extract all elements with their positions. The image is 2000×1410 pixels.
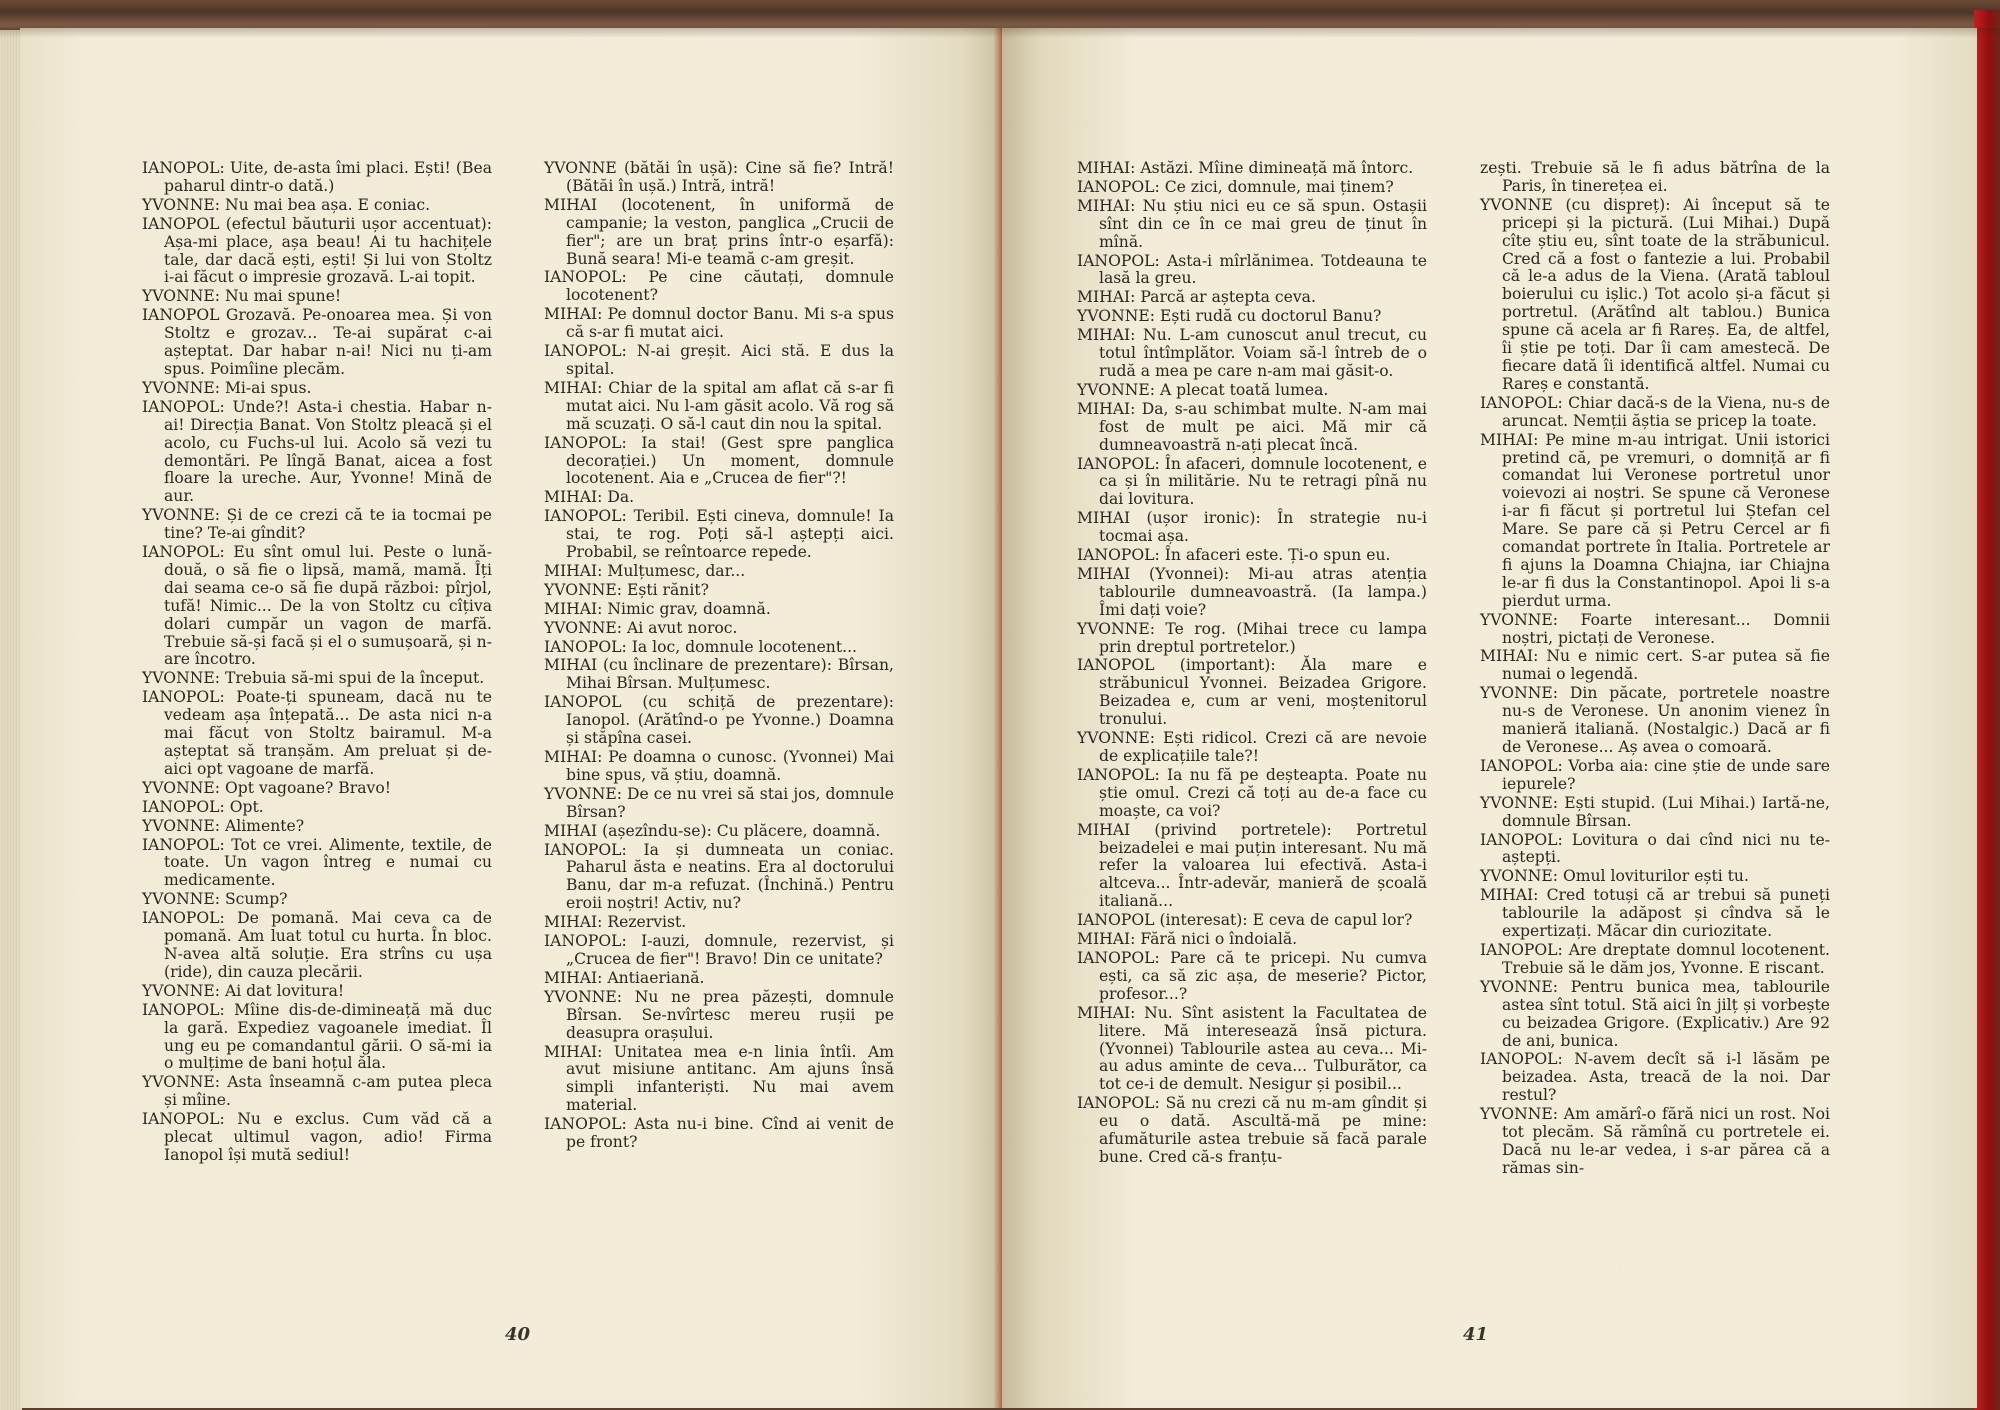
left-page-column-1: [142, 160, 492, 1166]
dialogue-line: IANOPOL (interesat): E ceva de capul lor?: [1077, 911, 1413, 930]
dialogue-line: IANOPOL: Eu sînt omul lui. Peste o lună-două, o să fie o lipsă, mamă, mamă. Îți dai seama ce-o să fie după război: pîrjol, tufă! Nimic... De la von Stoltz cu cîțiva dolari cumpăr un vagon de marfă. Trebuie să-și facă și el o sumușoară, și n-are încotro.: [142, 543, 492, 669]
dialogue-line: IANOPOL: Ia nu fă pe deșteapta. Poate nu știe omul. Crezi că toți au de-a face cu moaște, ca voi?: [1077, 765, 1427, 820]
dialogue-line: MIHAI: Nu știu nici eu ce să spun. Ostașii sînt din ce în ce mai greu de ținut în mînă.: [1077, 196, 1427, 251]
dialogue-line: MIHAI: Antiaeriană.: [544, 968, 705, 987]
dialogue-line: IANOPOL: Opt.: [142, 797, 264, 816]
dialogue-line: IANOPOL: Teribil. Ești cineva, domnule! Ia stai, te rog. Poți să-l aștepți aici. Probabil, se reîntoarce repede.: [544, 507, 894, 562]
dialogue-line: YVONNE: Nu ne prea păzești, domnule Bîrsan. Se-nvîrtesc mereu rușii pe deasupra orașului.: [544, 987, 894, 1042]
dialogue-line: MIHAI: Parcă ar aștepta ceva.: [1077, 288, 1316, 307]
dialogue-line: MIHAI: Mulțumesc, dar...: [544, 561, 746, 580]
dialogue-line: MIHAI: Nu. L-am cunoscut anul trecut, cu totul întîmplător. Voiam să-l întreb de o rudă a mea pe care n-am mai găsit-o.: [1077, 326, 1427, 380]
dialogue-line: MIHAI (așezîndu-se): Cu plăcere, doamnă.: [544, 821, 881, 840]
dialogue-line: IANOPOL (cu schiță de prezentare): Ianopol. (Arătînd-o pe Yvonne.) Doamna și stăpîna casei.: [544, 693, 894, 748]
right-page-column-2: [1480, 160, 1830, 1179]
book-cover-edge: [1974, 10, 2000, 1410]
right-page: [1002, 28, 1977, 1408]
dialogue-line: YVONNE: Alimente?: [142, 816, 305, 835]
page-edges: [0, 30, 22, 1410]
dialogue-line: YVONNE: Ai dat lovitura!: [142, 981, 345, 1000]
dialogue-line: MIHAI (locotenent, în uniformă de campanie; la veston, panglica „Crucii de fier"; are un braț prins într-o eșarfă): Bună seara! Mi-e teamă c-am greșit.: [544, 195, 894, 268]
dialogue-line: IANOPOL: Vorba aia: cine știe de unde sare iepurele?: [1480, 756, 1830, 793]
dialogue-line: IANOPOL: N-ai greșit. Aici stă. E dus la spital.: [544, 342, 894, 378]
dialogue-line: MIHAI (ușor ironic): În strategie nu-i tocmai așa.: [1077, 509, 1427, 546]
dialogue-line: YVONNE: Și de ce crezi că te ia tocmai pe tine? Te-ai gîndit?: [142, 506, 492, 543]
dialogue-line: MIHAI: Da.: [544, 488, 635, 507]
dialogue-line: YVONNE: Nu mai bea așa. E coniac.: [142, 195, 431, 214]
dialogue-line: YVONNE: Din păcate, portretele noastre nu-s de Veronese. Un anonim vienez în manieră italiană. (Nostalgic.) Dacă ar fi de Veronese... Aș avea o comoară.: [1480, 684, 1830, 756]
dialogue-line: YVONNE: Pentru bunica mea, tablourile astea sînt totul. Stă aici în jilț și vorbește cu beizadea Grigore. (Explicativ.) Are 92 de ani, bunica.: [1480, 977, 1830, 1050]
left-page: [20, 28, 1002, 1408]
dialogue-line: MIHAI: Pe mine m-au intrigat. Unii istorici pretind că, pe vremuri, o domniță ar fi comandat lui Veronese portretul unor voievozi ai noștri. Se spune că Veronese i-ar fi făcut și portretul lui Ștefan cel Mare. Se pare că și Petru Cercel ar fi comandat portrete în Italia. Portretele ar fi ajuns la Doamna Chiajna, iar Chiajna le-ar fi dus la Constantinopol. Apoi li s-a pierdut urma.: [1480, 430, 1830, 610]
dialogue-line: zești. Trebuie să le fi adus bătrîna de la Paris, în tinerețea ei.: [1480, 159, 1830, 195]
dialogue-line: IANOPOL: Uite, de-asta îmi placi. Ești! (Bea paharul dintr-o dată.): [142, 159, 492, 195]
page-number: 41: [1463, 1324, 1489, 1345]
dialogue-line: IANOPOL: Ia loc, domnule locotenent...: [544, 637, 857, 656]
dialogue-line: IANOPOL: Asta nu-i bine. Cînd ai venit de pe front?: [544, 1115, 894, 1152]
dialogue-line: IANOPOL Grozavă. Pe-onoarea mea. Și von Stoltz e grozav... Te-ai supărat c-ai așteptat. Dar habar n-ai! Nici nu ți-am spus. Poimîine plecăm.: [142, 306, 492, 378]
dialogue-line: MIHAI: Nu. Sînt asistent la Facultatea de litere. Mă interesează însă pictura. (Yvonnei) Tablourile astea au ceva... Mi-au adus aminte de ceva... Tulburător, ca tot ce-i de demult. Nesigur și posibil...: [1077, 1003, 1427, 1094]
dialogue-line: MIHAI: Pe doamna o cunosc. (Yvonnei) Mai bine spus, vă știu, doamnă.: [544, 748, 894, 784]
dialogue-line: YVONNE: Ești rănit?: [544, 580, 709, 599]
dialogue-line: IANOPOL: În afaceri, domnule locotenent, e ca și în militărie. Nu te retragi pînă nu dai lovitura.: [1077, 454, 1427, 509]
dialogue-line: YVONNE: Scump?: [142, 890, 288, 909]
dialogue-line: MIHAI: Astăzi. Mîine dimineață mă întorc.: [1077, 159, 1414, 177]
dialogue-line: YVONNE: Ai avut noroc.: [544, 618, 738, 637]
dialogue-line: IANOPOL: Are dreptate domnul locotenent. Trebuie să le dăm jos, Yvonne. E riscant.: [1480, 940, 1830, 977]
dialogue-line: IANOPOL: Mîine dis-de-dimineață mă duc la gară. Expediez vagoanele imediat. Îl ung eu pe comandantul gării. O să-mi ia o mulțime de bani hoțul ăla.: [142, 1000, 492, 1073]
dialogue-line: YVONNE: Mi-ai spus.: [142, 378, 312, 397]
dialogue-line: YVONNE (bătăi în ușă): Cine să fie? Intră! (Bătăi în ușă.) Intră, intră!: [544, 159, 894, 195]
top-shadow: [0, 28, 2000, 38]
dialogue-line: YVONNE: Omul loviturilor ești tu.: [1480, 867, 1749, 886]
dialogue-line: MIHAI: Cred totuși că ar trebui să puneți tablourile la adăpost și cîndva să le expertizați. Măcar din curiozitate.: [1480, 886, 1830, 941]
page-number: 40: [505, 1324, 531, 1345]
dialogue-line: IANOPOL: Poate-ți spuneam, dacă nu te vedeam așa înțepată... De asta nici n-a mai făcut von Stoltz bairamul. M-a așteptat să tranșăm. Am preluat și de-aici opt vagoane de marfă.: [142, 688, 492, 778]
dialogue-line: IANOPOL: Nu e exclus. Cum văd că a plecat ultimul vagon, adio! Firma Ianopol își mută sediul!: [142, 1110, 492, 1164]
dialogue-line: YVONNE: De ce nu vrei să stai jos, domnule Bîrsan?: [544, 784, 894, 821]
dialogue-line: YVONNE: A plecat toată lumea.: [1077, 380, 1329, 399]
dialogue-line: IANOPOL: De pomană. Mai ceva ca de pomană. Am luat totul cu hurta. În bloc. N-avea altă soluție. Era strîns cu ușa (ride), din cauza plecării.: [142, 909, 492, 981]
dialogue-line: MIHAI (privind portretele): Portretul beizadelei e mai puțin interesant. Nu mă refer la valoarea lui efectivă. Asta-i altceva... Într-adevăr, manieră de școală italiană...: [1077, 820, 1427, 911]
dialogue-line: MIHAI: Rezervist.: [544, 913, 687, 932]
dialogue-line: YVONNE: Te rog. (Mihai trece cu lampa prin dreptul portretelor.): [1077, 619, 1427, 656]
dialogue-line: YVONNE: Trebuia să-mi spui de la început.: [142, 669, 485, 688]
dialogue-line: YVONNE: Opt vagoane? Bravo!: [142, 778, 391, 797]
dialogue-line: IANOPOL: Unde?! Asta-i chestia. Habar n-ai! Direcția Banat. Von Stoltz pleacă și el acolo, cu Fuchs-ul lui. Acolo să vezi tu demontări. Pe lîngă Banat, aicea a fost floare la ureche. Aur, Yvonne! Mină de aur.: [142, 397, 492, 506]
dialogue-line: YVONNE: Asta înseamnă c-am putea pleca și mîine.: [142, 1073, 492, 1110]
dialogue-line: MIHAI: Fără nici o îndoială.: [1077, 930, 1298, 949]
dialogue-line: MIHAI (Yvonnei): Mi-au atras atenția tablourile dumneavoastră. (Ia lampa.) Îmi dați voie?: [1077, 564, 1427, 619]
dialogue-line: IANOPOL: Asta-i mîrlănimea. Totdeauna te lasă la greu.: [1077, 251, 1427, 288]
dialogue-line: IANOPOL: Tot ce vrei. Alimente, textile, de toate. Un vagon întreg e numai cu medicamente.: [142, 835, 492, 890]
dialogue-line: IANOPOL: Pare că te pricepi. Nu cumva ești, ca să zic așa, de meserie? Pictor, profesor...?: [1077, 948, 1427, 1003]
dialogue-line: YVONNE: Ești rudă cu doctorul Banu?: [1077, 307, 1382, 326]
dialogue-line: MIHAI: Chiar de la spital am aflat că s-ar fi mutat aici. Nu l-am găsit acolo. Vă rog să mă scuzați. O să-l caut din nou la spital.: [544, 378, 894, 433]
dialogue-line: IANOPOL: În afaceri este. Ți-o spun eu.: [1077, 546, 1391, 565]
dialogue-line: YVONNE: Ești stupid. (Lui Mihai.) Iartă-ne, domnule Bîrsan.: [1480, 793, 1830, 830]
dialogue-line: IANOPOL: Pe cine căutați, domnule locotenent?: [544, 268, 894, 305]
dialogue-line: IANOPOL: Ia stai! (Gest spre panglica decorației.) Un moment, domnule locotenent. Aia e „Crucea de fier"?!: [544, 433, 894, 488]
dialogue-line: IANOPOL: I-auzi, domnule, rezervist, și „Crucea de fier"! Bravo! Din ce unitate?: [544, 932, 894, 968]
dialogue-line: IANOPOL: Să nu crezi că nu m-am gîndit și eu o dată. Ascultă-mă pe mine: afumăturile astea trebuie să facă parale bune. Cred că-s franțu-: [1077, 1094, 1427, 1166]
dialogue-line: IANOPOL: Ia și dumneata un coniac. Paharul ăsta e neatins. Era al doctorului Banu, dar m-a refuzat. (Închină.) Pentru eroii noștri! Activ, nu?: [544, 840, 894, 913]
dialogue-line: IANOPOL: N-avem decît să i-l lăsăm pe beizadea. Asta, treacă de la noi. Dar restul?: [1480, 1050, 1830, 1105]
dialogue-line: MIHAI: Pe domnul doctor Banu. Mi s-a spus că s-ar fi mutat aici.: [544, 305, 894, 342]
left-page-column-2: [544, 160, 894, 1153]
dialogue-line: YVONNE: Ești ridicol. Crezi că are nevoie de explicațiile tale?!: [1077, 729, 1427, 765]
dialogue-line: MIHAI (cu înclinare de prezentare): Bîrsan, Mihai Bîrsan. Mulțumesc.: [544, 656, 894, 693]
dialogue-line: IANOPOL (important): Ăla mare e străbunicul Yvonnei. Beizadea Grigore. Beizadea e, cum ar veni, moștenitorul tronului.: [1077, 656, 1427, 729]
dialogue-line: YVONNE: Foarte interesant... Domnii noștri, pictați de Veronese.: [1480, 610, 1830, 647]
dialogue-line: YVONNE: Nu mai spune!: [142, 287, 342, 306]
dialogue-line: YVONNE: Am amărî-o fără nici un rost. Noi tot plecăm. Să rămînă cu portretele ei. Dacă nu le-ar vedea, i s-ar părea că a rămas sin-: [1480, 1105, 1830, 1177]
dialogue-line: MIHAI: Da, s-au schimbat multe. N-am mai fost de mult pe aici. Mă mir că dumneavoastră n-ați plecat încă.: [1077, 399, 1427, 454]
dialogue-line: IANOPOL: Lovitura o dai cînd nici nu te-aștepți.: [1480, 830, 1830, 867]
dialogue-line: IANOPOL: Ce zici, domnule, mai ținem?: [1077, 177, 1394, 196]
dialogue-line: MIHAI: Unitatea mea e-n linia întîi. Am avut misiune antitanc. Am ajuns însă simpli infanteriști. Nu mai avem material.: [544, 1042, 894, 1115]
dialogue-line: IANOPOL: Chiar dacă-s de la Viena, nu-s de aruncat. Nemții ăștia se pricep la toate.: [1480, 393, 1830, 430]
dialogue-line: IANOPOL (efectul băuturii ușor accentuat): Așa-mi place, așa beau! Ai tu hachițele tale, dar dacă ești, ești! Și lui von Stoltz i-ai făcut o impresie grozavă. L-ai topit.: [142, 214, 492, 287]
dialogue-line: MIHAI: Nimic grav, doamnă.: [544, 599, 771, 618]
right-page-column-1: [1077, 160, 1427, 1168]
dialogue-line: MIHAI: Nu e nimic cert. S-ar putea să fie numai o legendă.: [1480, 647, 1830, 684]
dialogue-line: YVONNE (cu dispreț): Ai început să te pricepi și la pictură. (Lui Mihai.) După cîte știu eu, sînt toate de la străbunicul. Cred că a fost o fantezie a lui. Probabil că le-a adus de la Viena. (Arată tabloul boierului cu ișlic.) Tot acolo și-a făcut și portretul. (Arătînd alt tablou.) Bunica spune că acela ar fi Rareș. Ea, de altfel, îi știe pe toți. Dar îi cam amestecă. De fiecare dată îi identifică altfel. Numai cu Rareș e constantă.: [1480, 195, 1830, 393]
